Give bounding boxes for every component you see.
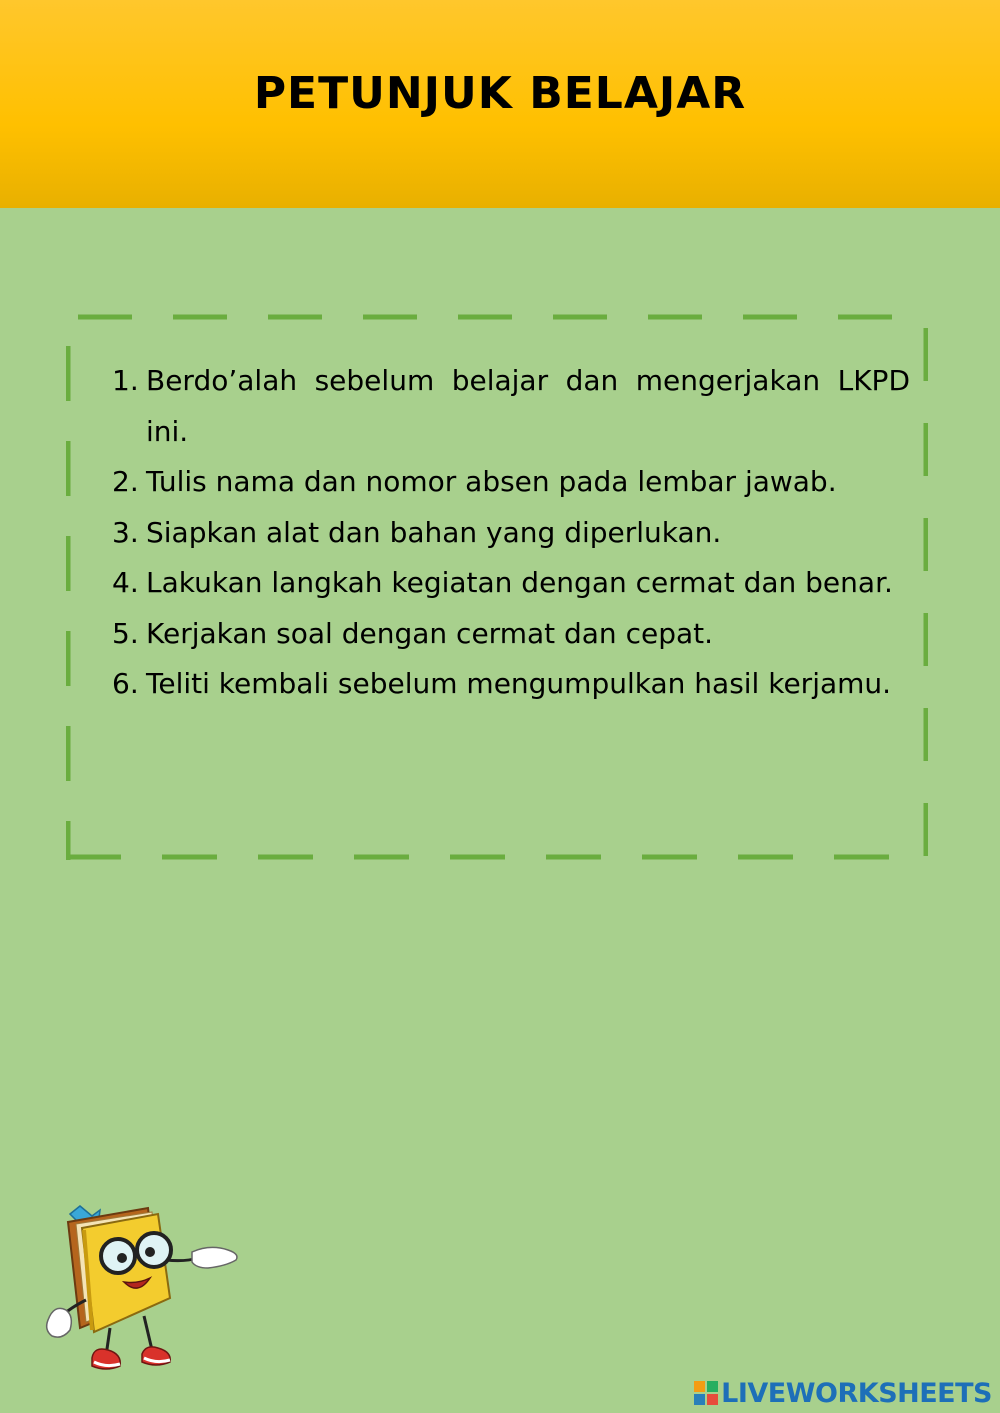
item-text: Lakukan langkah kegiatan dengan cermat dan benar.: [146, 566, 893, 599]
list-item: [112, 356, 910, 457]
item-number: 6.: [112, 667, 139, 700]
item-text: Siapkan alat dan bahan yang diperlukan.: [146, 515, 722, 549]
item-text: Kerjakan soal dengan cermat dan cepat.: [146, 616, 714, 650]
book-character-icon: [40, 1200, 245, 1385]
item-number: 3.: [112, 515, 139, 549]
item-number: 4.: [112, 566, 139, 599]
list-item: [112, 609, 910, 660]
list-item: [112, 558, 910, 609]
page-title: PETUNJUK BELAJAR: [253, 68, 747, 119]
liveworksheets-watermark: [694, 1376, 992, 1410]
item-text: Teliti kembali sebelum mengumpulkan hasil kerjamu.: [146, 667, 892, 700]
item-number: 5.: [112, 616, 139, 650]
list-item: [112, 659, 910, 710]
item-number: 2.: [112, 465, 139, 498]
list-item: [112, 508, 910, 559]
item-text: Berdo’alah sebelum belajar dan mengerjakan LKPD ini.: [146, 364, 910, 448]
liveworksheets-logo-icon: [694, 1381, 718, 1405]
item-number: 1.: [112, 364, 139, 397]
instruction-list: [112, 356, 910, 710]
item-text: Tulis nama dan nomor absen pada lembar jawab.: [146, 465, 837, 498]
watermark-brand: LIVEWORKSHEETS: [721, 1377, 992, 1409]
list-item: [112, 457, 910, 508]
